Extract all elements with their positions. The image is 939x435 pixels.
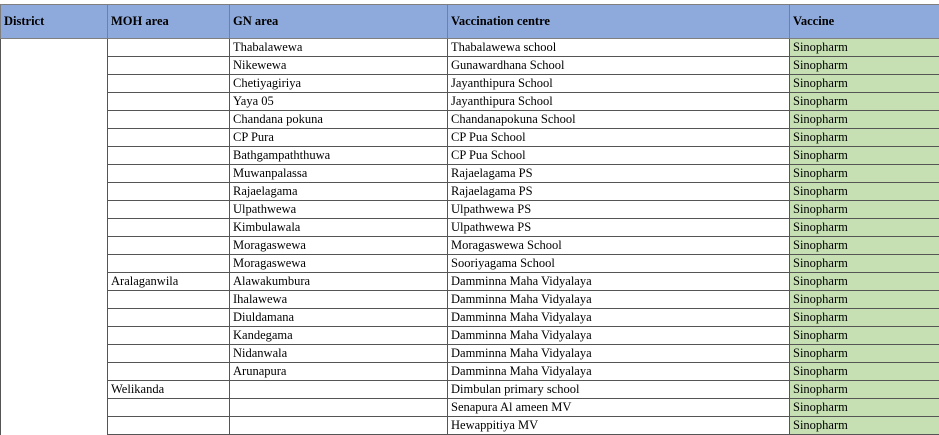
header-moh-area[interactable]: MOH area: [108, 5, 230, 39]
vaccine-cell[interactable]: Sinopharm: [790, 75, 939, 93]
district-cell[interactable]: [1, 345, 108, 363]
vaccine-cell[interactable]: Sinopharm: [790, 39, 939, 57]
table-row: [1, 327, 939, 345]
table-body: [1, 39, 939, 435]
district-cell[interactable]: [1, 363, 108, 381]
vaccination-centre-cell[interactable]: Dimbulan primary school: [448, 381, 790, 399]
table-row: [1, 75, 939, 93]
table-row: [1, 291, 939, 309]
moh-area-cell[interactable]: [108, 345, 230, 363]
vaccine-cell[interactable]: Sinopharm: [790, 327, 939, 345]
moh-area-cell[interactable]: [108, 417, 230, 435]
table-row: [1, 93, 939, 111]
header-row: [1, 5, 939, 39]
vaccination-centre-cell[interactable]: Rajaelagama PS: [448, 183, 790, 201]
vaccination-centre-cell[interactable]: Damminna Maha Vidyalaya: [448, 273, 790, 291]
district-cell[interactable]: [1, 219, 108, 237]
vaccination-centre-cell[interactable]: Damminna Maha Vidyalaya: [448, 327, 790, 345]
vaccine-cell[interactable]: Sinopharm: [790, 273, 939, 291]
vaccination-centre-cell[interactable]: Moragaswewa School: [448, 237, 790, 255]
moh-area-cell[interactable]: [108, 57, 230, 75]
vaccine-cell[interactable]: Sinopharm: [790, 57, 939, 75]
table-row: [1, 111, 939, 129]
gn-area-cell[interactable]: Thabalawewa: [230, 39, 448, 57]
header-vaccination-centre[interactable]: Vaccination centre: [448, 5, 790, 39]
vaccination-centre-cell[interactable]: Jayanthipura School: [448, 93, 790, 111]
gn-area-cell[interactable]: Kimbulawala: [230, 219, 448, 237]
vaccination-centre-cell[interactable]: Rajaelagama PS: [448, 165, 790, 183]
vaccine-cell[interactable]: Sinopharm: [790, 237, 939, 255]
vaccine-cell[interactable]: Sinopharm: [790, 183, 939, 201]
table-row: [1, 201, 939, 219]
table-row: [1, 273, 939, 291]
gn-area-cell[interactable]: Muwanpalassa: [230, 165, 448, 183]
vaccine-cell[interactable]: Sinopharm: [790, 345, 939, 363]
gn-area-cell[interactable]: CP Pura: [230, 129, 448, 147]
moh-area-cell[interactable]: [108, 165, 230, 183]
vaccination-centre-cell[interactable]: Hewappitiya MV: [448, 417, 790, 435]
moh-area-cell[interactable]: [108, 75, 230, 93]
gn-area-cell[interactable]: [230, 399, 448, 417]
vaccination-table: [0, 4, 939, 435]
moh-area-cell[interactable]: [108, 399, 230, 417]
vaccination-centre-cell[interactable]: Thabalawewa school: [448, 39, 790, 57]
vaccination-centre-cell[interactable]: CP Pua School: [448, 129, 790, 147]
gn-area-cell[interactable]: Ihalawewa: [230, 291, 448, 309]
vaccine-cell[interactable]: Sinopharm: [790, 147, 939, 165]
district-cell[interactable]: [1, 291, 108, 309]
moh-area-cell[interactable]: [108, 111, 230, 129]
gn-area-cell[interactable]: Kandegama: [230, 327, 448, 345]
district-cell[interactable]: [1, 75, 108, 93]
moh-area-cell[interactable]: [108, 219, 230, 237]
moh-area-cell[interactable]: [108, 129, 230, 147]
gn-area-cell[interactable]: Yaya 05: [230, 93, 448, 111]
district-cell[interactable]: [1, 129, 108, 147]
vaccine-cell[interactable]: Sinopharm: [790, 201, 939, 219]
table-row: [1, 165, 939, 183]
vaccination-centre-cell[interactable]: Ulpathwewa PS: [448, 201, 790, 219]
table-row: [1, 309, 939, 327]
table-row: [1, 183, 939, 201]
district-cell[interactable]: [1, 309, 108, 327]
vaccination-centre-cell[interactable]: Damminna Maha Vidyalaya: [448, 291, 790, 309]
vaccine-cell[interactable]: Sinopharm: [790, 417, 939, 435]
district-cell[interactable]: [1, 327, 108, 345]
vaccination-centre-cell[interactable]: Damminna Maha Vidyalaya: [448, 345, 790, 363]
moh-area-cell[interactable]: [108, 147, 230, 165]
moh-area-cell[interactable]: [108, 183, 230, 201]
district-cell[interactable]: [1, 57, 108, 75]
header-district[interactable]: District: [1, 5, 108, 39]
district-cell[interactable]: [1, 183, 108, 201]
vaccination-centre-cell[interactable]: Damminna Maha Vidyalaya: [448, 309, 790, 327]
district-cell[interactable]: [1, 39, 108, 57]
vaccine-cell[interactable]: Sinopharm: [790, 255, 939, 273]
vaccination-centre-cell[interactable]: Jayanthipura School: [448, 75, 790, 93]
district-cell[interactable]: [1, 417, 108, 435]
district-cell[interactable]: [1, 381, 108, 399]
moh-area-cell[interactable]: Welikanda: [108, 381, 230, 399]
vaccine-cell[interactable]: Sinopharm: [790, 363, 939, 381]
table-row: [1, 147, 939, 165]
vaccine-cell[interactable]: Sinopharm: [790, 93, 939, 111]
gn-area-cell[interactable]: Alawakumbura: [230, 273, 448, 291]
district-cell[interactable]: [1, 165, 108, 183]
vaccination-centre-cell[interactable]: Sooriyagama School: [448, 255, 790, 273]
vaccine-cell[interactable]: Sinopharm: [790, 381, 939, 399]
district-cell[interactable]: [1, 201, 108, 219]
gn-area-cell[interactable]: Arunapura: [230, 363, 448, 381]
moh-area-cell[interactable]: Aralaganwila: [108, 273, 230, 291]
moh-area-cell[interactable]: [108, 255, 230, 273]
gn-area-cell[interactable]: Chandana pokuna: [230, 111, 448, 129]
table-row: [1, 219, 939, 237]
gn-area-cell[interactable]: [230, 417, 448, 435]
vaccination-centre-cell[interactable]: Damminna Maha Vidyalaya: [448, 363, 790, 381]
district-cell[interactable]: [1, 147, 108, 165]
moh-area-cell[interactable]: [108, 309, 230, 327]
table-row: [1, 39, 939, 57]
district-cell[interactable]: [1, 255, 108, 273]
district-cell[interactable]: [1, 273, 108, 291]
gn-area-cell[interactable]: Moragaswewa: [230, 255, 448, 273]
vaccine-cell[interactable]: Sinopharm: [790, 219, 939, 237]
vaccine-cell[interactable]: Sinopharm: [790, 165, 939, 183]
district-cell[interactable]: [1, 399, 108, 417]
vaccination-centre-cell[interactable]: Ulpathwewa PS: [448, 219, 790, 237]
moh-area-cell[interactable]: [108, 291, 230, 309]
moh-area-cell[interactable]: [108, 93, 230, 111]
gn-area-cell[interactable]: Nidanwala: [230, 345, 448, 363]
table-row: [1, 237, 939, 255]
header-gn-area[interactable]: GN area: [230, 5, 448, 39]
table-row: [1, 57, 939, 75]
vaccination-centre-cell[interactable]: Senapura Al ameen MV: [448, 399, 790, 417]
vaccine-cell[interactable]: Sinopharm: [790, 309, 939, 327]
gn-area-cell[interactable]: Nikewewa: [230, 57, 448, 75]
table-row: [1, 255, 939, 273]
gn-area-cell[interactable]: Ulpathwewa: [230, 201, 448, 219]
table-row: [1, 363, 939, 381]
table-row: [1, 381, 939, 399]
district-cell[interactable]: [1, 111, 108, 129]
vaccine-cell[interactable]: Sinopharm: [790, 111, 939, 129]
vaccine-cell[interactable]: Sinopharm: [790, 291, 939, 309]
moh-area-cell[interactable]: [108, 237, 230, 255]
vaccination-centre-cell[interactable]: Gunawardhana School: [448, 57, 790, 75]
vaccination-centre-cell[interactable]: CP Pua School: [448, 147, 790, 165]
moh-area-cell[interactable]: [108, 327, 230, 345]
gn-area-cell[interactable]: Bathgampaththuwa: [230, 147, 448, 165]
table-row: [1, 417, 939, 435]
vaccine-cell[interactable]: Sinopharm: [790, 129, 939, 147]
moh-area-cell[interactable]: [108, 201, 230, 219]
gn-area-cell[interactable]: [230, 381, 448, 399]
header-vaccine[interactable]: Vaccine: [790, 5, 939, 39]
vaccination-centre-cell[interactable]: Chandanapokuna School: [448, 111, 790, 129]
moh-area-cell[interactable]: [108, 363, 230, 381]
gn-area-cell[interactable]: Rajaelagama: [230, 183, 448, 201]
gn-area-cell[interactable]: Diuldamana: [230, 309, 448, 327]
moh-area-cell[interactable]: [108, 39, 230, 57]
table-row: [1, 399, 939, 417]
table-row: [1, 129, 939, 147]
table-row: [1, 345, 939, 363]
district-cell[interactable]: [1, 237, 108, 255]
gn-area-cell[interactable]: Chetiyagiriya: [230, 75, 448, 93]
gn-area-cell[interactable]: Moragaswewa: [230, 237, 448, 255]
district-cell[interactable]: [1, 93, 108, 111]
vaccine-cell[interactable]: Sinopharm: [790, 399, 939, 417]
